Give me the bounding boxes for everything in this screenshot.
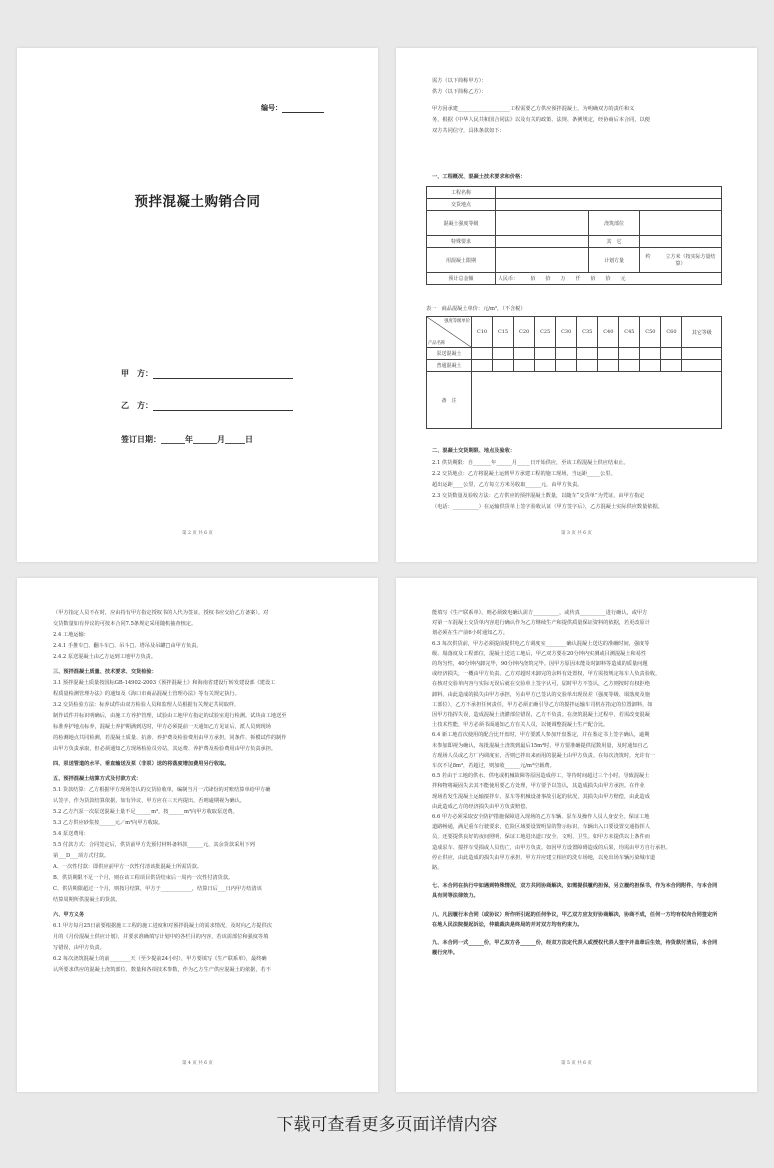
text-line: 未参加即视为确认，每批混凝土浇筑到最后15m³时，甲方要准确提供尾数用量，及时通知自乙 [432, 742, 648, 749]
price-cell [472, 360, 493, 372]
text-line: 6.1 甲方每月25日前要根据施工工程的施工进度和对预拌混凝土的需求情况，及时向乙方提供次 [53, 923, 272, 929]
price-table-corner: 强度等级单价 产品名称 [427, 317, 472, 348]
text-line: C、供货期限超过一个月，则按月结算，甲方于____________，结算日后___日内甲方结清该 [53, 886, 262, 892]
intro-line: 需方（以下简称甲方）： [432, 78, 487, 84]
text-line: 级、塌落度及工程部位，混凝土送达工地后，甲乙双方要在20分钟内实测或目测混凝土和易性 [432, 650, 647, 657]
spec-label: 浇筑部位 [589, 211, 640, 236]
text-line: 车次不足8m³，若超过，则加收______元/m³空载费。 [432, 763, 555, 770]
text-line: 程质量检测管理办法》的通知及《海口市商品混凝土管理办法》等有关规定执行。 [53, 691, 240, 697]
text-line: （电话：__________）在运输供货单上签字验收认证（甲方签字后），乙方混凝土实际供应数量依据。 [432, 504, 663, 510]
remark-label: 备 注 [427, 372, 472, 429]
text-line: 第___D___项方式付款。 [53, 853, 110, 859]
text-line: 制作试件并标识明确后，由施工方养护管理，试验由工地甲方指定的试验室进行检测。试块由工地送至 [53, 713, 287, 719]
price-cell [640, 360, 661, 372]
intro-line: 双方共同信守，具体条款如下： [432, 128, 505, 134]
text-line: 交货数量如有异议的可按本合同7.5条规定采用随机抽查核定。 [53, 621, 197, 627]
price-cell [577, 360, 598, 372]
sign-date-line: 签订日期：______年______月_____日 [121, 434, 253, 444]
spec-label: 工程名称 [427, 187, 496, 199]
row-label: 普通混凝土 [427, 360, 472, 372]
text-line: B、供货期限不足一个月，则在该工程项目供货结束后一周内一次性付清货款。 [53, 875, 234, 881]
text-line: 由此造成乙方的经济损失由甲方负责赔偿。 [432, 803, 531, 810]
text-line: 停止供应，由此造成的损失由甲方承担，甲方并应建立相应的洗车场地，以免出场车辆污染城市道 [432, 854, 656, 861]
text-line: 道路畅通，满足重车行驶要求，危险区域要设置明显的警示标识，车辆出入口要设置交通指挥人 [432, 824, 650, 831]
section-heading: 二、混凝土交货期限、地点及验收： [432, 448, 516, 454]
price-cell [619, 348, 640, 360]
price-cell [556, 360, 577, 372]
grade-header: C15 [493, 317, 514, 348]
text-line: 划必须在生产前6小时通知乙方。 [432, 630, 508, 637]
party-b-label: 乙 方： [121, 400, 153, 410]
spec-label: 计划方量 [589, 248, 640, 273]
price-cell [493, 360, 514, 372]
price-cell [472, 348, 493, 360]
page4-body [432, 608, 721, 959]
grade-header: 其它等级 [682, 317, 722, 348]
page-number: 第 5 页 共 6 页 [561, 1061, 592, 1066]
party-a-line [121, 368, 293, 379]
text-line: 2.4.2 泵送混凝土由乙方运到工地甲方负责。 [53, 654, 157, 660]
page-number: 第 4 页 共 6 页 [182, 1061, 213, 1066]
spec-label: 混凝土强度等级 [427, 211, 496, 236]
text-line: 卸料，由此造成的损失由甲方承担，另由甲方已签认的交验单出现误差（强度等级、塌落度及施 [432, 691, 650, 698]
text-line: 拌和物将凝固失去其不能使用要乙方处理，甲方要予以签认，其造成损失由甲方承担。在作业 [432, 783, 645, 790]
price-cell [682, 348, 722, 360]
text-line: 的均匀性，40分钟内卸完毕，90分钟内浇筑完毕。因甲方原因未能及时卸料等造成的质量问题 [432, 661, 648, 668]
text-line: 工部位），乙方不承担任何责任，甲方必须正确引导乙方的搅拌运输车司机在指定的位置卸料，如 [432, 701, 653, 708]
spec-label: 交货地点 [427, 199, 496, 211]
code-label: 编号： [261, 103, 282, 112]
text-line: 土技术性能，甲方必须书面通知乙方有关人员，以便调整混凝土生产配合比。 [432, 722, 609, 729]
text-line: 的检测地点共同检测，若混凝土质量、抗渗、养护费及检验费用由甲方承担。同条件、拆模试件的制作 [53, 735, 287, 741]
plan-volume: 约 立方米（按实际方量结算） [640, 248, 722, 273]
grade-header: C35 [577, 317, 598, 348]
text-line: 2.4 工地运输： [53, 632, 89, 638]
spec-label: 特殊要求 [427, 236, 496, 248]
price-cell [661, 360, 682, 372]
download-more-link[interactable]: 下载可查看更多页面详情内容 [276, 1115, 498, 1135]
price-cell [514, 348, 535, 360]
text-line: 3.1 预拌混凝土质量按国标GB-14902-2003《预拌混凝土》和海南省建设厅转发建设部《建设工 [53, 680, 276, 686]
intro-line: 务，根据《中华人民共和国合同法》以及有关的政策、法规、条例规定，经协商后本合同，以便 [432, 117, 650, 123]
price-cell [556, 348, 577, 360]
table-caption: 表一 商品混凝土单价：元/m³，（不含税） [426, 306, 526, 312]
text-line: 在核对交验单内容与实际无误后就在交验单上签字认可，届时甲方不签认，乙方则按时有权拒绝 [432, 681, 650, 688]
section-heading: 七、本合同在执行中如遇到特殊情况，双方共同协商解决，如需提供履约担保，另立履约担保书，作为本合同附件，与本合同具有同等法律效力。 [432, 883, 718, 900]
section-heading: 六、甲方义务 [53, 912, 85, 918]
spec-label: 其 它 [589, 236, 640, 248]
text-line: 2.3 交货数量及验收方法：乙方供应的预拌混凝土数量，以随车“交货单”为凭证，由甲方指定 [432, 493, 645, 499]
grade-header: C30 [556, 317, 577, 348]
row-label: 泵送混凝土 [427, 348, 472, 360]
intro-block [432, 76, 721, 137]
price-cell [535, 360, 556, 372]
text-line: 或经济损失，一概由甲方负责。乙方对超时未卸完的余料有处置权，甲方需按规定每车人负责验收， [432, 671, 661, 678]
text-line: 对第一车混凝土交货单内容进行确认作为乙方继续生产和提供质量保证资料的依据，若更改原计 [432, 620, 650, 627]
text-line: 标准养护地点标养，混凝土养护期满到达时，甲方必须提前一天通知乙方见证后，派人员到现场 [53, 724, 271, 730]
price-cell [661, 348, 682, 360]
text-line: 6.5 若由于工地的供水、供电或机械故障等原因造成停工，等待时间超过三个小时，导致混凝土 [432, 773, 650, 780]
section-heading: 三、预拌混凝土质量、技术要求、交货检验： [53, 669, 157, 675]
section-heading: 八、凡因履行本合同（或协议）所作所引起的任何争议，甲乙双方应友好协商解决，协商不成，任何一方均有权向合同签定所在地人民法院提起诉讼，仲裁裁决是终局的并对双方均有约束力。 [432, 911, 718, 928]
text-line: 造成泵车、搅拌车受损或人员伤亡，由甲方负责。如因甲方设置障碍造成的后果，均需由甲方自行承担。 [432, 844, 671, 851]
price-cell [598, 348, 619, 360]
page-number: 第 2 页 共 6 页 [182, 531, 213, 536]
text-line: 认所要求供应的混凝土浇筑部位、数量和各项技术参数，作为乙方生产供应混凝土的依据，若不 [53, 967, 271, 973]
page-number: 第 3 页 共 6 页 [561, 531, 592, 536]
delivery-block [432, 458, 721, 513]
grade-header: C50 [640, 317, 661, 348]
text-line: 结算周期所供混凝土的货款。 [53, 897, 121, 903]
intro-line: 甲方因承建____________________工程需要乙方供应预拌混凝土，为明确双方的责任和义 [432, 106, 635, 112]
text-line: 5.3 乙方供应砂浆按______元／m³向甲方收取。 [53, 820, 164, 826]
page-3 [17, 578, 378, 1092]
text-line: 因甲方指挥失误，造成混凝土浇灌部位错误，乙方不负责。在浇筑混凝土过程中，若需改变混凝 [432, 712, 650, 719]
text-line: A、一次性付款：即供应前甲方一次性付清该批混凝土所需货款。 [53, 864, 202, 870]
grade-header: C45 [619, 317, 640, 348]
section-heading: 一、工程概况、混凝土技术要求和价格： [432, 174, 526, 180]
page-2 [396, 48, 757, 562]
price-cell [493, 348, 514, 360]
grade-header: C25 [535, 317, 556, 348]
grade-header: C20 [514, 317, 535, 348]
contract-code [261, 103, 324, 113]
page3-body [53, 608, 342, 976]
text-line: 5.5 付款方式：合同签定后，供货前甲方先预付材料备料款______元，其余货款采用下列 [53, 842, 255, 848]
text-line: 写错误，由甲方负责。 [53, 945, 105, 951]
text-line: 由甲方负责承取，但必须通知乙方现场检验员旁站，其运费、养护费及检验费用由甲方负责承担。 [53, 746, 277, 752]
price-cell [598, 360, 619, 372]
grade-header: C60 [661, 317, 682, 348]
text-line: 方现场人员或乙方厂内调度室，否则已拌出来而用的混凝土由甲方负责。在每次浇筑时，允许有一 [432, 752, 656, 759]
party-b-line [121, 400, 293, 411]
text-line: 6.2 每次浇筑混凝土的前________天（至少提前24小时），甲方要填写《生产联系单》，最终确 [53, 956, 267, 962]
page-cover [17, 48, 378, 562]
text-line: 员，还要提供良好的夜间照明，保证工地进出道口安全、文明、卫生。如甲方未提供以上条件而 [432, 834, 650, 841]
text-line: 现场若发生混凝土运输搅拌车、泵车等机械设备事故引起的状况，其损失由甲方赔偿，由此造成 [432, 793, 650, 800]
party-a-label: 甲 方： [121, 368, 153, 378]
page-4 [396, 578, 757, 1092]
grade-header: C40 [598, 317, 619, 348]
text-line: （甲方指定人员不在时，应由持有甲方指定授权书的人代为签证，授权书应交给乙方备案）。对 [53, 610, 269, 616]
text-line: 认签字，作为货款结算依据，如有异议，甲方应在三天内提出，否则逾期视为确认。 [53, 798, 245, 804]
spec-table [426, 186, 722, 285]
price-table [426, 316, 722, 429]
section-heading: 五、预拌混凝土结算方式及付款方式： [53, 776, 142, 782]
intro-line: 供方（以下简称乙方）： [432, 89, 487, 95]
price-cell [619, 360, 640, 372]
text-line: 超出运距____公里，乙方每立方米另收取______元，由甲方负责。 [432, 482, 583, 488]
text-line: 6.4 新工地首次使用的配合比开盘时，甲方要派人参加开盘鉴定，并在鉴定书上签字确认，逾期 [432, 732, 650, 739]
price-cell [535, 348, 556, 360]
section-heading: 四、泵送管道的水平、垂直输送及泵（非泵）送的将落度增加费用另行收取。 [53, 761, 230, 767]
text-line: 5.1 货款结算：乙方根据甲方现场签认的交货验收单，编制当月一式肆份的对账结算单给甲方确 [53, 787, 271, 793]
text-line: 能填写《生产联系单》，则必须致电确认需方__________，或传真__________进行确认，或甲方 [432, 610, 648, 616]
text-line: 6.3 每次供货前，甲方必须提前提供电乙方调度室________确认混凝土送达的准确时间，强度等 [432, 640, 650, 647]
price-cell [640, 348, 661, 360]
text-line: 6.6 甲方必须采取安全防护措施保障进入现场的乙方车辆、泵车及操作人员人身安全。保证工地 [432, 814, 650, 821]
text-line: 5.2 乙方汽泵一次泵送混凝土量不足______m³，按______m³向甲方收取泵送费。 [53, 809, 238, 815]
text-line: 2.2 交货地点：乙方将混凝土运到甲方承建工程的施工现场，当运距_____公里。 [432, 471, 616, 477]
text-line: 2.1 供货期限：自_______年______月_____日开始供应，至该工程混凝土供应结束止。 [432, 460, 629, 466]
spec-label: 用混凝土限期 [427, 248, 496, 273]
grade-header: C10 [472, 317, 493, 348]
contract-title: 预拌混凝土购销合同 [134, 194, 261, 210]
text-line: 5.4 泵送费用： [53, 831, 89, 837]
spec-label: 预计总金额 [427, 273, 496, 285]
text-line: 路。 [432, 865, 443, 872]
price-cell [514, 360, 535, 372]
text-line: 2.4.1 手推车□、翻斗车□、吊斗□、塔吊及吊罐□由甲方负责。 [53, 643, 202, 649]
section-heading: 九、本合同一式______份，甲乙双方各______份，经双方法定代表人或授权代表人签字并盖章后生效，待货款付清后，本合同履行完毕。 [432, 940, 718, 957]
text-line: 月的《月份混凝土供应计划》，并要求准确填写计划中的各栏目的内容，若该需部位和强度等填 [53, 934, 269, 940]
text-line: 3.2 交货检验方法：标养试件由双方检验人员和监理人员根据有关规定共同取样， [53, 702, 240, 708]
total-amount: 人民币： 佰 拾 万 仟 佰 拾 元 [496, 273, 722, 285]
price-cell [682, 360, 722, 372]
price-cell [577, 348, 598, 360]
